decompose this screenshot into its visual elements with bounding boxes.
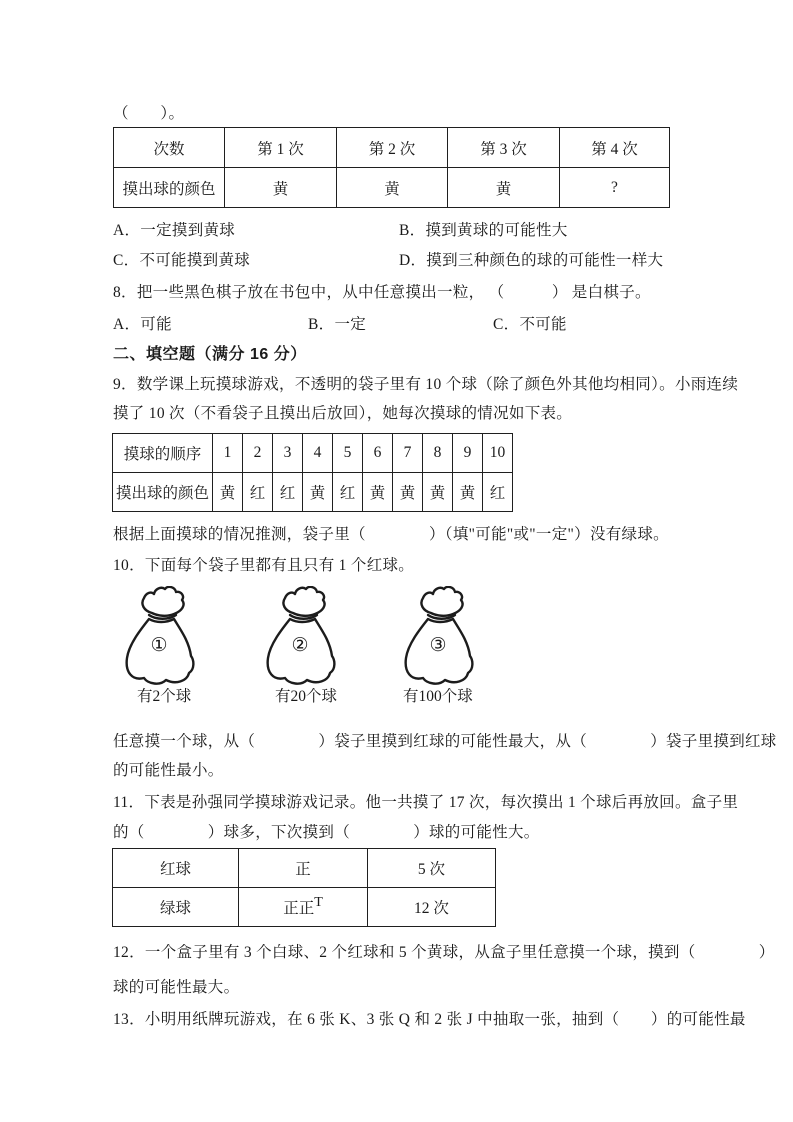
table-cell: 黄	[213, 473, 243, 512]
intro-blank-line: （ ）。	[113, 105, 185, 122]
q11-tally-table	[112, 848, 496, 927]
bag-illustration-1	[119, 586, 199, 686]
bag-illustration-2	[260, 586, 340, 686]
table-row	[113, 473, 513, 512]
table-row	[114, 168, 670, 208]
q9-text-line1: 9．数学课上玩摸球游戏，不透明的袋子里有 10 个球（除了颜色外其他均相同）。小雨连续	[113, 376, 739, 393]
q12-text-line2: 球的可能性最大。	[113, 979, 240, 996]
table-cell: 第 3 次	[448, 128, 560, 168]
table-cell	[239, 888, 368, 927]
table-cell: 红	[483, 473, 513, 512]
table-row	[113, 434, 513, 473]
q9-draws-table	[112, 433, 513, 512]
table-cell: 黄	[363, 473, 393, 512]
table-cell: 黄	[453, 473, 483, 512]
table-cell: 7	[393, 434, 423, 473]
table-row	[114, 128, 670, 168]
table-cell: 6	[363, 434, 393, 473]
table-cell: 5 次	[368, 849, 496, 888]
table-cell: 红	[273, 473, 303, 512]
q7-draws-table	[113, 127, 670, 208]
q11-text-line2: 的（ ）球多，下次摸到（ ）球的可能性大。	[113, 824, 540, 841]
table-cell: 红	[333, 473, 363, 512]
table-cell: 12 次	[368, 888, 496, 927]
bag-number-badge: ①	[150, 635, 168, 656]
table-cell: 第 2 次	[337, 128, 448, 168]
table-cell: 绿球	[113, 888, 239, 927]
bag-caption-3: 有100个球	[403, 688, 473, 705]
tally-marks: 正	[295, 861, 311, 878]
table-cell: 摸出球的颜色	[113, 473, 213, 512]
table-cell: 4	[303, 434, 333, 473]
option-b: B．一定	[308, 316, 367, 333]
table-cell: 摸出球的颜色	[114, 168, 225, 208]
q12-text-line1: 12．一个盒子里有 3 个白球、2 个红球和 5 个黄球，从盒子里任意摸一个球，摸到（ ）	[113, 944, 775, 961]
table-cell: 1	[213, 434, 243, 473]
option-b: B．摸到黄球的可能性大	[399, 222, 568, 239]
table-cell: ?	[560, 168, 670, 208]
table-cell: 红	[243, 473, 273, 512]
bag-illustration-3	[398, 586, 478, 686]
table-cell: 2	[243, 434, 273, 473]
option-c: C．不可能	[493, 316, 567, 333]
table-cell: 次数	[114, 128, 225, 168]
q10-text: 10．下面每个袋子里都有且只有 1 个红球。	[113, 557, 415, 574]
table-cell: 黄	[423, 473, 453, 512]
table-cell: 黄	[448, 168, 560, 208]
table-cell: 摸球的顺序	[113, 434, 213, 473]
q13-text-line1: 13．小明用纸牌玩游戏，在 6 张 K、3 张 Q 和 2 张 J 中抽取一张，抽到（ ）的可能性最	[113, 1011, 746, 1028]
bag-caption-1: 有2个球	[137, 688, 192, 705]
table-cell: 5	[333, 434, 363, 473]
q8-text: 8．把一些黑色棋子放在书包中，从中任意摸出一粒， （ ） 是白棋子。	[113, 284, 651, 301]
table-cell: 黄	[303, 473, 333, 512]
table-cell: 红球	[113, 849, 239, 888]
q10-fill-line2: 的可能性最小。	[113, 762, 224, 779]
table-cell: 3	[273, 434, 303, 473]
q9-text-line2: 摸了 10 次（不看袋子且摸出后放回），她每次摸球的情况如下表。	[113, 405, 573, 422]
table-cell: 黄	[337, 168, 448, 208]
table-row	[113, 849, 496, 888]
table-cell: 第 4 次	[560, 128, 670, 168]
section-title: 二、填空题（满分 16 分）	[113, 346, 307, 363]
table-cell	[239, 849, 368, 888]
table-row	[113, 888, 496, 927]
q9-conclusion: 根据上面摸球的情况推测，袋子里（ ）（填"可能"或"一定"）没有绿球。	[113, 526, 669, 543]
q11-text-line1: 11．下表是孙强同学摸球游戏记录。他一共摸了 17 次，每次摸出 1 个球后再放回。盒子里	[113, 794, 739, 811]
table-cell: 10	[483, 434, 513, 473]
table-cell: 第 1 次	[225, 128, 337, 168]
table-cell: 黄	[393, 473, 423, 512]
option-c: C．不可能摸到黄球	[113, 252, 251, 269]
bag-caption-2: 有20个球	[275, 688, 338, 705]
table-cell: 黄	[225, 168, 337, 208]
bag-number-badge: ②	[291, 635, 309, 656]
option-d: D．摸到三种颜色的球的可能性一样大	[399, 252, 664, 269]
q10-fill-line1: 任意摸一个球，从（ ）袋子里摸到红球的可能性最大，从（ ）袋子里摸到红球	[113, 733, 777, 750]
option-a: A．可能	[113, 316, 172, 333]
tally-marks: 正正	[283, 900, 315, 917]
table-cell: 9	[453, 434, 483, 473]
option-a: A．一定摸到黄球	[113, 222, 236, 239]
table-cell: 8	[423, 434, 453, 473]
bag-number-badge: ③	[429, 635, 447, 656]
tally-partial-mark: T	[314, 895, 323, 910]
